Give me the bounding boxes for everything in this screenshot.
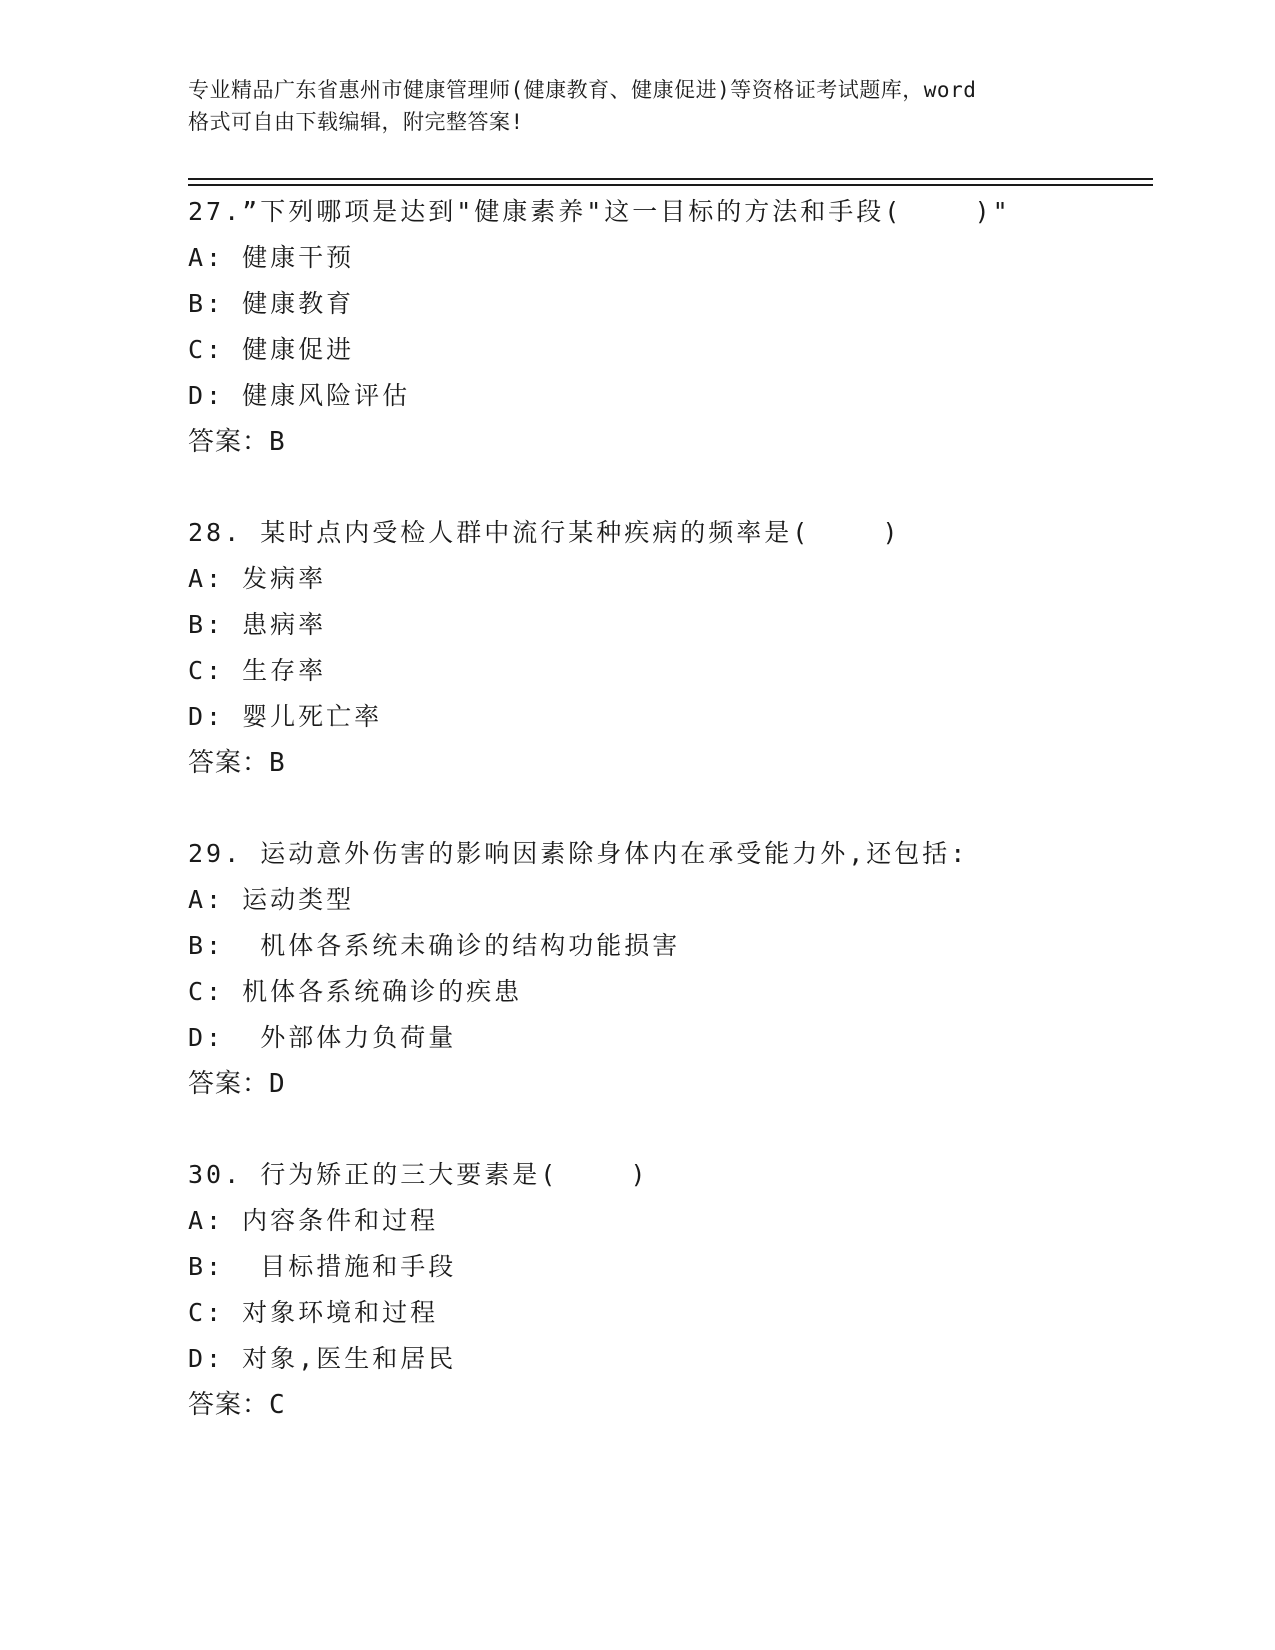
option-d: D: 婴儿死亡率 (188, 702, 383, 731)
question-28 (188, 510, 1148, 786)
header-divider-top (188, 178, 1153, 180)
option-c: C: 健康促进 (188, 335, 355, 364)
question-stem: 28. 某时点内受检人群中流行某种疾病的频率是( ) (188, 518, 901, 547)
header-line-2: 格式可自由下载编辑，附完整答案! (188, 110, 524, 134)
option-c: C: 对象环境和过程 (188, 1298, 439, 1327)
question-stem: 30. 行为矫正的三大要素是( ) (188, 1160, 649, 1189)
question-stem: 29. 运动意外伤害的影响因素除身体内在承受能力外,还包括: (188, 839, 969, 868)
option-b: B: 目标措施和手段 (188, 1252, 457, 1281)
option-a: A: 运动类型 (188, 885, 355, 914)
answer-line: 答案：D (188, 1069, 286, 1099)
option-a: A: 内容条件和过程 (188, 1206, 439, 1235)
header-divider-bottom (188, 184, 1153, 186)
document-header (188, 74, 1108, 138)
answer-line: 答案：C (188, 1390, 286, 1420)
option-a: A: 健康干预 (188, 243, 355, 272)
option-d: D: 对象,医生和居民 (188, 1344, 457, 1373)
option-b: B: 健康教育 (188, 289, 355, 318)
question-27 (188, 189, 1148, 465)
option-c: C: 机体各系统确诊的疾患 (188, 977, 523, 1006)
option-d: D: 外部体力负荷量 (188, 1023, 457, 1052)
option-d: D: 健康风险评估 (188, 381, 411, 410)
question-stem: 27.”下列哪项是达到"健康素养"这一目标的方法和手段( )" (188, 197, 1011, 226)
option-c: C: 生存率 (188, 656, 327, 685)
question-30 (188, 1152, 1148, 1428)
answer-line: 答案：B (188, 748, 286, 778)
option-b: B: 机体各系统未确诊的结构功能损害 (188, 931, 681, 960)
option-b: B: 患病率 (188, 610, 327, 639)
answer-line: 答案：B (188, 427, 286, 457)
question-29 (188, 831, 1148, 1107)
header-line-1: 专业精品广东省惠州市健康管理师(健康教育、健康促进)等资格证考试题库，word (188, 78, 977, 102)
option-a: A: 发病率 (188, 564, 327, 593)
